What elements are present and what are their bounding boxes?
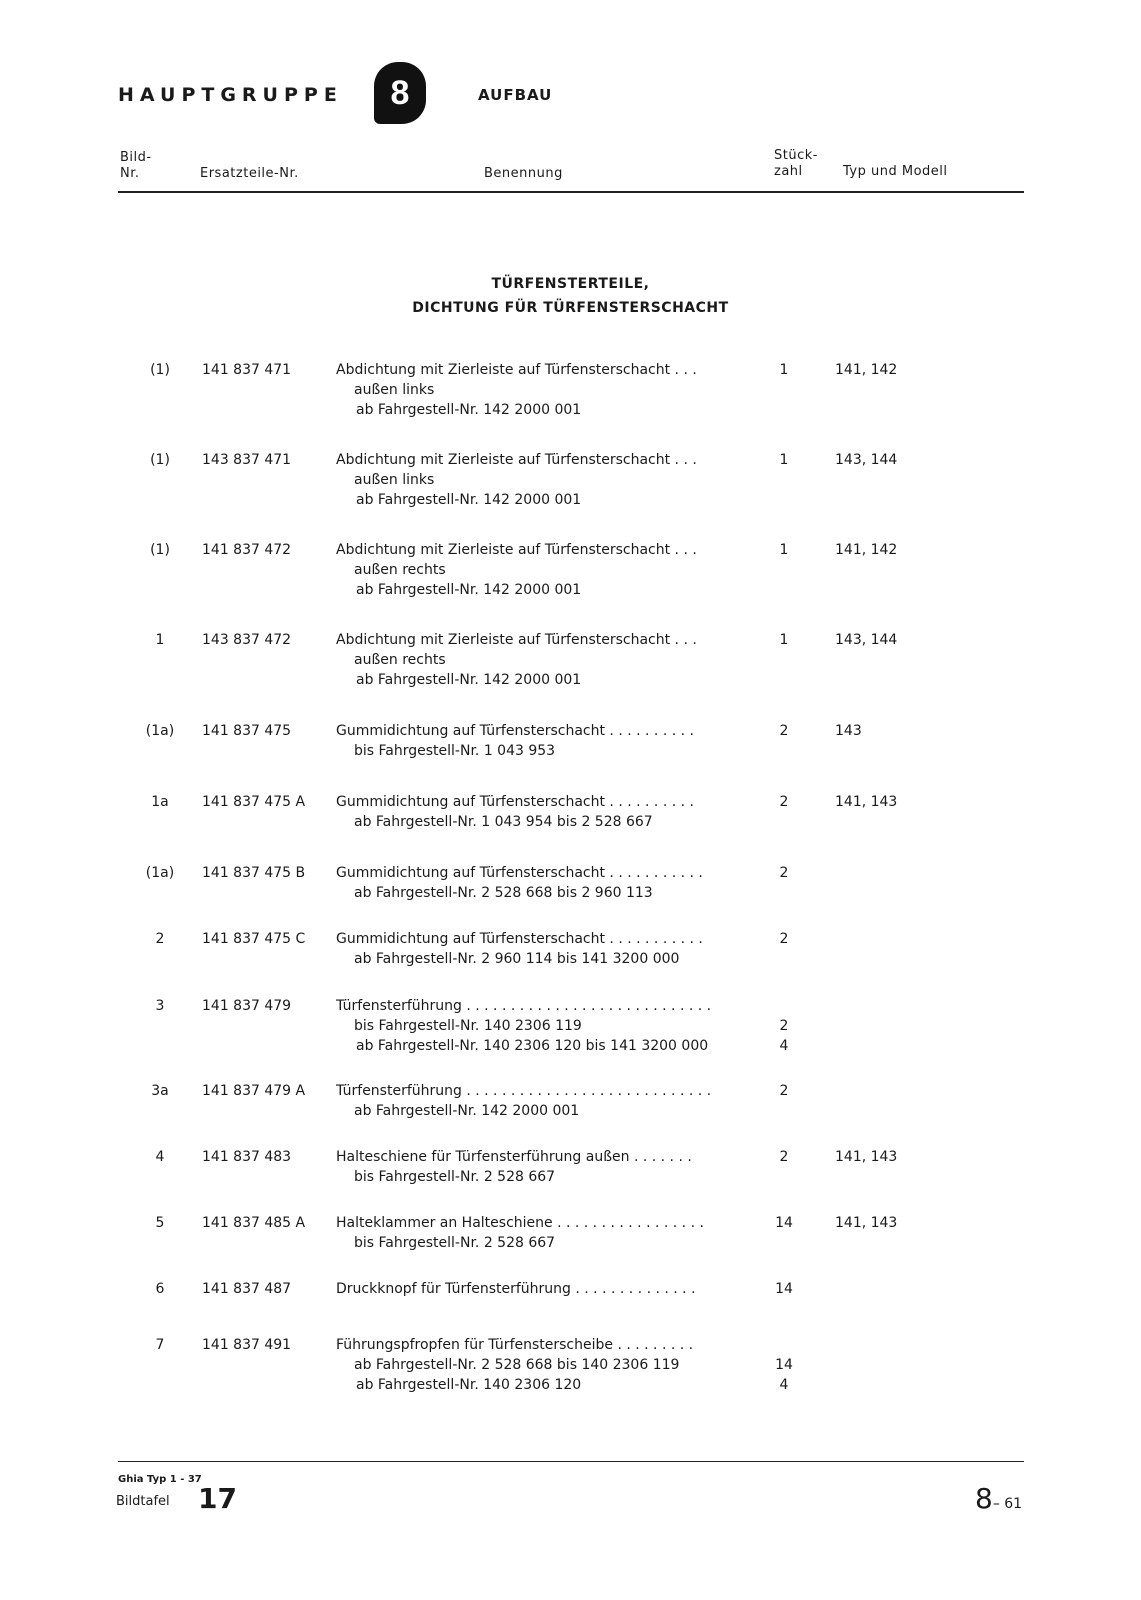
quantity: 1 [779,362,789,378]
part-detail-line: ab Fahrgestell-Nr. 2 528 668 bis 140 2306 119 [354,1357,680,1373]
part-detail-line: außen rechts [354,652,446,668]
part-number: 143 837 471 [202,452,292,468]
quantity: 2 [779,1149,789,1165]
page-number-main: 8 [975,1482,993,1515]
section-title [0,272,1141,320]
quantity: 4 [779,1377,789,1393]
bild-nr: (1a) [145,723,175,739]
bild-nr: 3 [155,998,165,1014]
bild-nr: (1) [150,452,170,468]
column-ersatzteile-nr: Ersatzteile-Nr. [200,166,299,181]
quantity [758,996,810,1016]
benennung-cell [336,792,746,832]
part-description: Türfensterführung . . . . . . . . . . . . . . . . . . . . . . . . . . . . [336,998,712,1014]
part-detail-line: ab Fahrgestell-Nr. 142 2000 001 [356,402,582,418]
typ-und-modell: 141, 143 [835,794,898,810]
part-number: 141 837 472 [202,542,292,558]
part-description: Abdichtung mit Zierleiste auf Türfensterschacht . . . [336,632,697,648]
bild-nr: 2 [155,931,165,947]
stueckzahl-cell [758,792,810,812]
page-number [975,1482,1022,1515]
typ-und-modell: 143 [835,723,862,739]
section-title-line2: DICHTUNG FÜR TÜRFENSTERSCHACHT [412,300,729,316]
stueckzahl-cell [758,1279,810,1299]
benennung-cell [336,630,746,690]
part-detail-line: ab Fahrgestell-Nr. 140 2306 120 bis 141 3200 000 [356,1038,709,1054]
bild-nr: 7 [155,1337,165,1353]
typ-und-modell: 143, 144 [835,632,898,648]
part-description: Abdichtung mit Zierleiste auf Türfensterschacht . . . [336,452,697,468]
benennung-cell [336,721,746,761]
stueckzahl-cell [758,1147,810,1167]
quantity: 2 [779,1018,789,1034]
part-description: Führungspfropfen für Türfensterscheibe . . . . . . . . . [336,1337,694,1353]
bild-nr: 6 [155,1281,165,1297]
benennung-cell [336,929,746,969]
bild-nr: (1a) [145,865,175,881]
footer-rule [118,1461,1024,1462]
typ-und-modell: 141, 142 [835,362,898,378]
column-typ-und-modell: Typ und Modell [843,164,948,179]
part-detail-line: ab Fahrgestell-Nr. 142 2000 001 [356,672,582,688]
part-number: 141 837 479 [202,998,292,1014]
part-detail-line: ab Fahrgestell-Nr. 140 2306 120 [356,1377,582,1393]
part-detail-line: außen links [354,472,435,488]
part-number: 141 837 487 [202,1281,292,1297]
part-detail-line: außen rechts [354,562,446,578]
footer-bildtafel-label: Bildtafel [116,1494,170,1509]
benennung-cell [336,1279,746,1299]
page-number-sub: – 61 [992,1496,1023,1512]
bild-nr: 5 [155,1215,165,1231]
part-description: Gummidichtung auf Türfensterschacht . . . . . . . . . . . [336,865,703,881]
bild-nr: (1) [150,362,170,378]
quantity: 1 [779,632,789,648]
stueckzahl-cell [758,540,810,560]
part-number: 141 837 475 C [202,931,306,947]
footer-bildtafel-number: 17 [198,1482,237,1515]
benennung-cell [336,1147,746,1187]
part-description: Halteklammer an Halteschiene . . . . . . . . . . . . . . . . . [336,1215,704,1231]
stueckzahl-cell [758,721,810,741]
quantity: 14 [775,1357,793,1373]
quantity [758,1335,810,1355]
part-detail-line: bis Fahrgestell-Nr. 2 528 667 [354,1235,556,1251]
typ-und-modell: 143, 144 [835,452,898,468]
quantity: 2 [779,865,789,881]
stueckzahl-cell [758,863,810,883]
quantity: 14 [775,1281,793,1297]
section-title-line1: TÜRFENSTERTEILE, [491,276,650,292]
stueckzahl-cell [758,630,810,650]
part-description: Abdichtung mit Zierleiste auf Türfensterschacht . . . [336,362,697,378]
benennung-cell [336,1213,746,1253]
bild-nr: 1a [151,794,169,810]
part-number: 141 837 479 A [202,1083,306,1099]
column-stueckzahl [774,148,818,180]
column-bild-line1: Bild- [120,150,152,165]
part-description: Gummidichtung auf Türfensterschacht . . . . . . . . . . [336,794,694,810]
benennung-cell [336,450,746,510]
part-detail-line: ab Fahrgestell-Nr. 142 2000 001 [354,1103,580,1119]
quantity: 1 [779,452,789,468]
part-number: 141 837 475 B [202,865,306,881]
column-stueck-line2: zahl [774,164,803,179]
part-detail-line: außen links [354,382,435,398]
bild-nr: 4 [155,1149,165,1165]
bild-nr: 3a [151,1083,169,1099]
part-detail-line: bis Fahrgestell-Nr. 2 528 667 [354,1169,556,1185]
column-bild-nr [120,150,152,182]
part-detail-line: ab Fahrgestell-Nr. 142 2000 001 [356,582,582,598]
quantity: 4 [779,1038,789,1054]
quantity: 2 [779,794,789,810]
stueckzahl-cell [758,1335,810,1395]
part-detail-line: ab Fahrgestell-Nr. 1 043 954 bis 2 528 667 [354,814,653,830]
header-rule [118,191,1024,193]
quantity: 2 [779,1083,789,1099]
column-bild-line2: Nr. [120,166,140,181]
hauptgruppe-title: HAUPTGRUPPE [118,84,343,106]
part-description: Abdichtung mit Zierleiste auf Türfensterschacht . . . [336,542,697,558]
stueckzahl-cell [758,450,810,470]
part-detail-line: bis Fahrgestell-Nr. 140 2306 119 [354,1018,582,1034]
bild-nr: (1) [150,542,170,558]
stueckzahl-cell [758,360,810,380]
part-detail-line: bis Fahrgestell-Nr. 1 043 953 [354,743,556,759]
part-description: Druckknopf für Türfensterführung . . . . . . . . . . . . . . [336,1281,696,1297]
part-number: 141 837 483 [202,1149,292,1165]
part-detail-line: ab Fahrgestell-Nr. 2 528 668 bis 2 960 113 [354,885,653,901]
column-benennung: Benennung [484,166,563,181]
quantity: 2 [779,931,789,947]
typ-und-modell: 141, 143 [835,1149,898,1165]
benennung-cell [336,863,746,903]
part-detail-line: ab Fahrgestell-Nr. 2 960 114 bis 141 3200 000 [354,951,680,967]
part-number: 141 837 471 [202,362,292,378]
typ-und-modell: 141, 142 [835,542,898,558]
stueckzahl-cell [758,1081,810,1101]
stueckzahl-cell [758,1213,810,1233]
quantity: 14 [775,1215,793,1231]
part-description: Gummidichtung auf Türfensterschacht . . . . . . . . . . [336,723,694,739]
benennung-cell [336,540,746,600]
part-number: 141 837 485 A [202,1215,306,1231]
bild-nr: 1 [155,632,165,648]
part-number: 141 837 475 [202,723,292,739]
part-number: 141 837 491 [202,1337,292,1353]
benennung-cell [336,996,746,1056]
benennung-cell [336,1335,746,1395]
group-number-badge: 8 [374,62,426,124]
part-number: 143 837 472 [202,632,292,648]
quantity: 2 [779,723,789,739]
part-description: Türfensterführung . . . . . . . . . . . . . . . . . . . . . . . . . . . . [336,1083,712,1099]
stueckzahl-cell [758,996,810,1056]
typ-und-modell: 141, 143 [835,1215,898,1231]
group-name: AUFBAU [478,86,553,104]
part-detail-line: ab Fahrgestell-Nr. 142 2000 001 [356,492,582,508]
stueckzahl-cell [758,929,810,949]
column-stueck-line1: Stück- [774,148,818,163]
part-description: Halteschiene für Türfensterführung außen . . . . . . . [336,1149,692,1165]
benennung-cell [336,360,746,420]
benennung-cell [336,1081,746,1121]
part-description: Gummidichtung auf Türfensterschacht . . . . . . . . . . . [336,931,703,947]
footer-model: Ghia Typ 1 - 37 [118,1474,202,1485]
part-number: 141 837 475 A [202,794,306,810]
quantity: 1 [779,542,789,558]
